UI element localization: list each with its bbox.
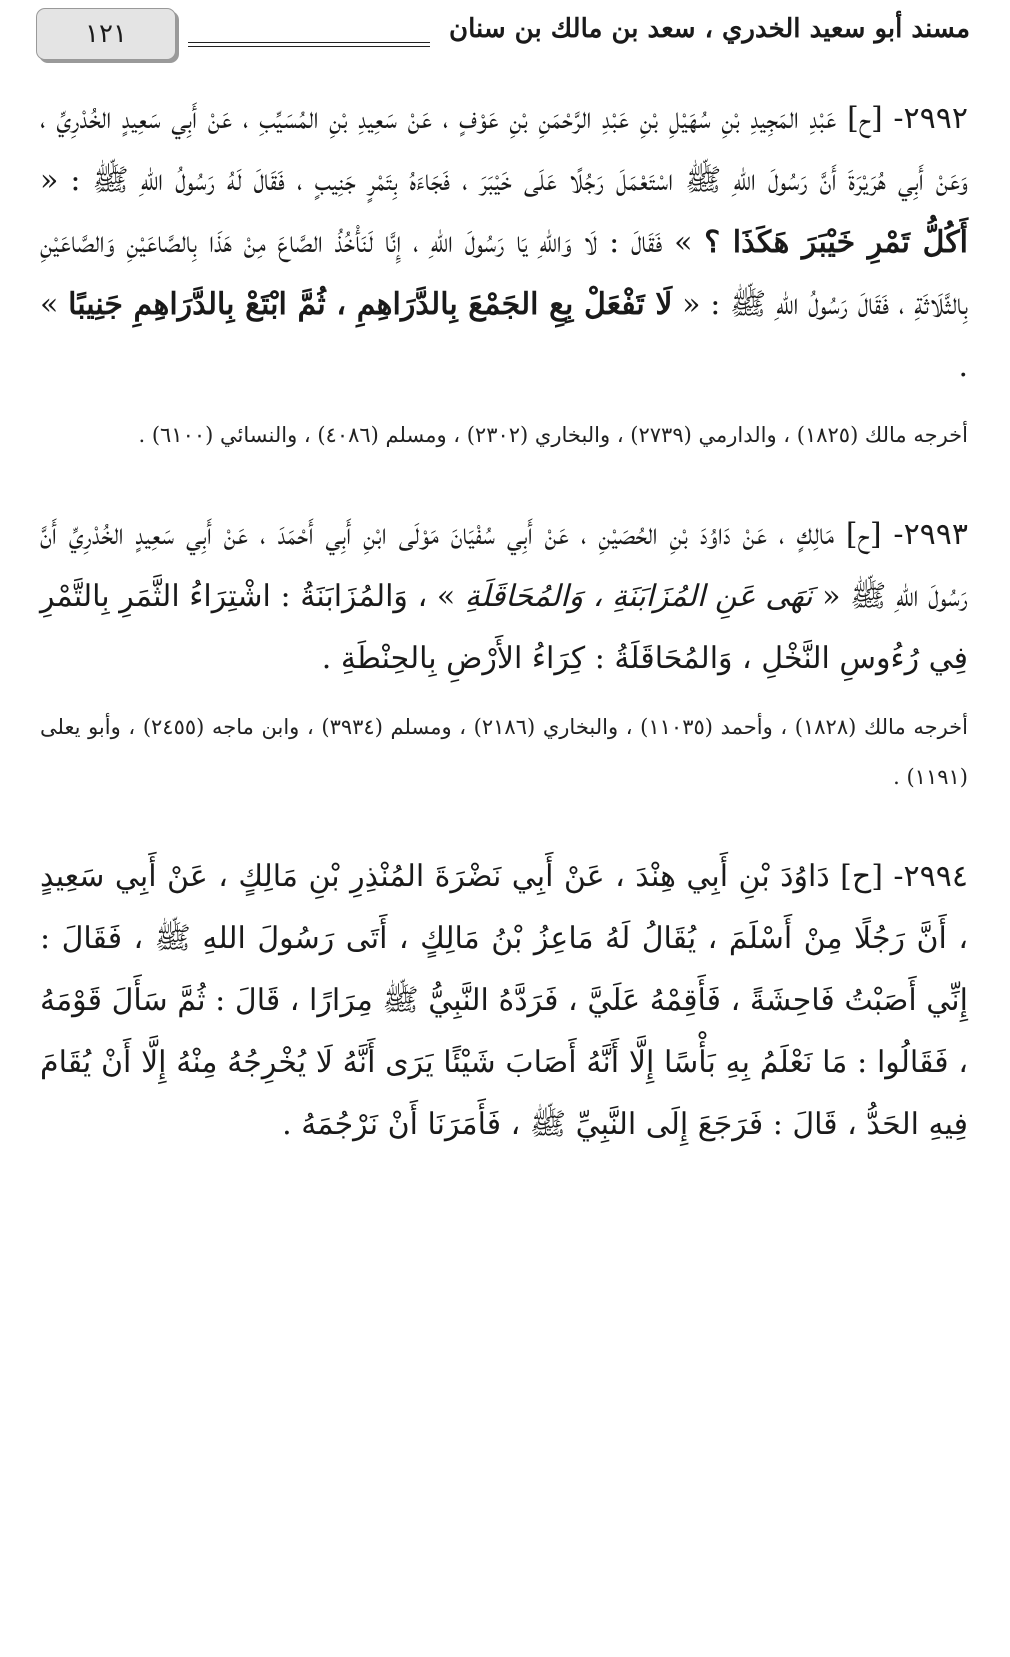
hadith-text <box>40 846 968 1156</box>
hadith-text-part: [ح] دَاوُدَ بْنِ أَبِي هِنْدَ ، عَنْ أَبِي نَضْرَةَ المُنْذِرِ بْنِ مَالِكٍ ، عَنْ أَبِي سَعِيدٍ ، أَنَّ رَجُلًا مِنْ أَسْلَمَ ، يُقَالُ لَهُ مَاعِزُ بْنُ مَالِكٍ ، أَتَى رَسُولَ اللهِ ﷺ ، فَقَالَ : إِنِّي أَصَبْتُ فَاحِشَةً ، فَأَقِمْهُ عَلَيَّ ، فَرَدَّهُ النَّبِيُّ ﷺ مِرَارًا ، قَالَ : ثُمَّ سَأَلَ قَوْمَهُ ، فَقَالُوا : مَا نَعْلَمُ بِهِ بَأْسًا إِلَّا أَنَّهُ أَصَابَ شَيْئًا يَرَى أَنَّهُ لَا يُخْرِجُهُ مِنْهُ إِلَّا أَنْ يُقَامَ فِيهِ الحَدُّ ، قَالَ : فَرَجَعَ إِلَى النَّبِيِّ ﷺ ، فَأَمَرَنَا أَنْ نَرْجُمَهُ . <box>40 859 968 1142</box>
hadith-text <box>40 88 968 398</box>
hadith-text-part: » . <box>40 287 968 384</box>
hadith-text-part: [ح] مَالِكٍ ، عَنْ دَاوُدَ بْنِ الحُصَيْنِ ، عَنْ أَبِي سُفْيَانَ مَوْلَى ابْنِ أَبِي أَحْمَدَ ، عَنْ أَبِي سَعِيدٍ الخُدْرِيِّ أَنَّ رَسُولَ اللهِ ﷺ « <box>40 517 968 614</box>
hadith-block-2994 <box>40 846 968 1156</box>
hadith-block-2992 <box>40 88 968 460</box>
running-title: مسند أبو سعيد الخدري ، سعد بن مالك بن سنان <box>448 14 970 44</box>
page-content <box>40 88 968 1200</box>
hadith-text-part: » فَقَالَ : لَا وَاللهِ يَا رَسُولَ اللهِ ، إِنَّا لَنَأْخُذُ الصَّاعَ مِنْ هَذَا بِالصَّاعَيْنِ وَالصَّاعَيْنِ بِالثَّلَاثَةِ ، فَقَالَ رَسُولُ اللهِ ﷺ : « <box>40 225 969 322</box>
hadith-text-part: [ح] عَبْدِ المَجِيدِ بْنِ سُهَيْلِ بْنِ عَبْدِ الرَّحْمَنِ بْنِ عَوْفٍ ، عَنْ سَعِيدِ بْنِ المُسَيِّبِ ، عَنْ أَبِي سَعِيدٍ الخُدْرِيِّ ، وَعَنْ أَبِي هُرَيْرَةَ أَنَّ رَسُولَ اللهِ ﷺ اسْتَعْمَلَ رَجُلًا عَلَى خَيْبَرَ ، فَجَاءَهُ بِتَمْرٍ جَنِيبٍ ، فَقَالَ لَهُ رَسُولُ اللهِ ﷺ : « <box>40 101 968 198</box>
header-rule <box>188 42 430 47</box>
hadith-text-part: » ، وَالمُزَابَنَةُ : اشْتِرَاءُ الثَّمَرِ بِالتَّمْرِ فِي رُءُوسِ النَّخْلِ ، وَالمُحَاقَلَةُ : كِرَاءُ الأَرْضِ بِالحِنْطَةِ . <box>40 579 968 676</box>
takhrij-note: أخرجه مالك (١٨٢٨) ، وأحمد (١١٠٣٥) ، والبخاري (٢١٨٦) ، ومسلم (٣٩٣٤) ، وابن ماجه (٢٤٥٥) ، وأبو يعلى (١١٩١) . <box>40 715 968 789</box>
hadith-number: ٢٩٩٢- <box>893 101 968 136</box>
hadith-text <box>40 504 968 690</box>
prophet-saying-bold: لَا تَفْعَلْ بِعِ الجَمْعَ بِالدَّرَاهِمِ ، ثُمَّ ابْتَعْ بِالدَّرَاهِمِ جَنِيبًا <box>68 287 673 322</box>
prophet-saying-bold: أَكُلُّ تَمْرِ خَيْبَرَ هَكَذَا ؟ <box>704 225 968 260</box>
page-header <box>36 8 970 60</box>
prophet-saying-italic: نَهَى عَنِ المُزَابَنَةِ ، وَالمُحَاقَلَةِ <box>464 579 813 614</box>
hadith-number: ٢٩٩٣- <box>893 517 969 552</box>
page-number: ١٢١ <box>36 8 176 60</box>
hadith-block-2993 <box>40 504 968 802</box>
takhrij-note: أخرجه مالك (١٨٢٥) ، والدارمي (٢٧٣٩) ، والبخاري (٢٣٠٢) ، ومسلم (٤٠٨٦) ، والنسائي (٦١٠٠) . <box>138 423 968 447</box>
hadith-number: ٢٩٩٤- <box>893 859 968 894</box>
